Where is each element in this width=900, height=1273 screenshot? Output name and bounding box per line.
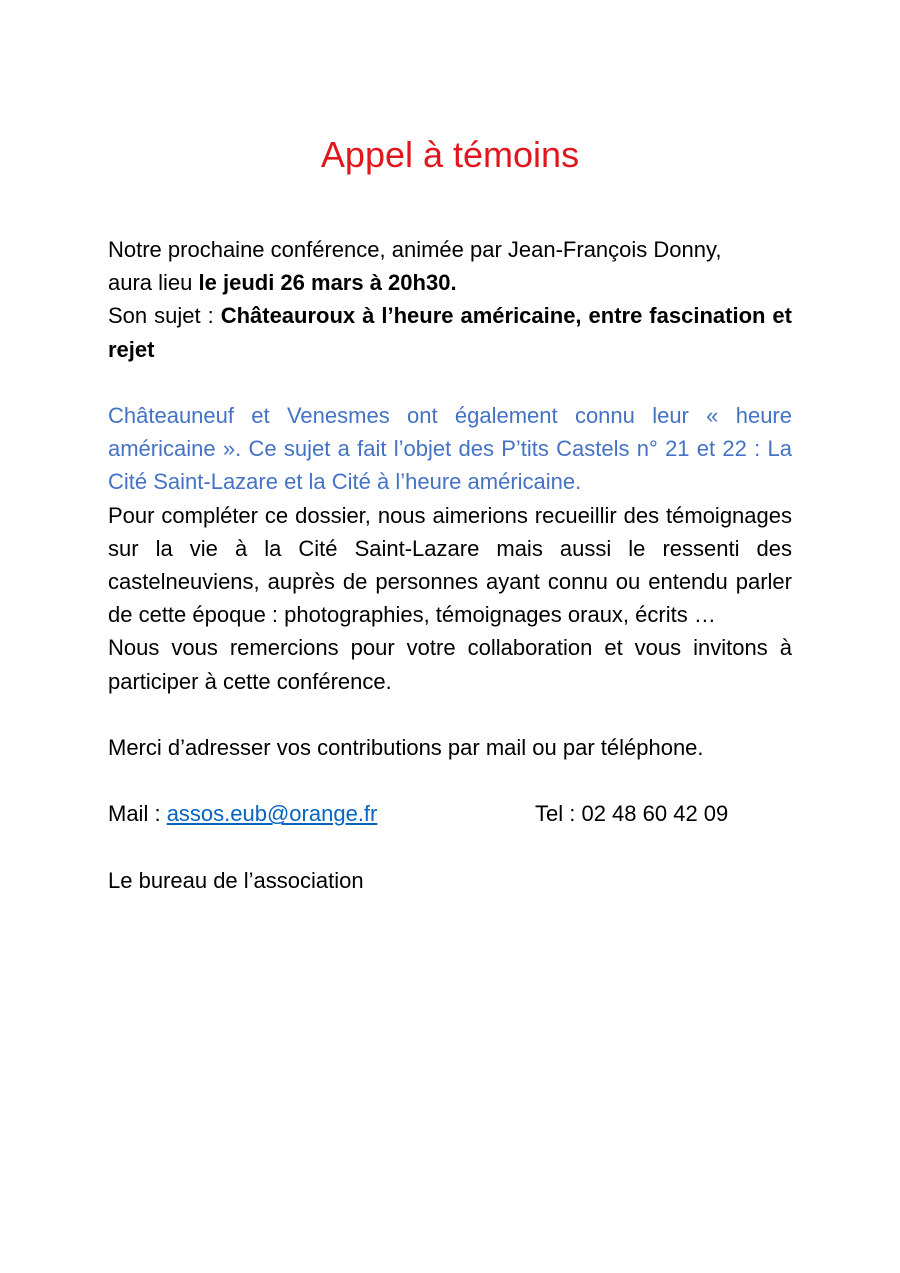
spacer (108, 698, 792, 731)
spacer (108, 831, 792, 864)
telephone: Tel : 02 48 60 42 09 (535, 801, 729, 827)
mail-label: Mail : (108, 801, 167, 827)
spacer (108, 366, 792, 399)
contact-line (108, 797, 792, 830)
intro-line-2 (108, 266, 792, 299)
intro-line-1: Notre prochaine conférence, animée par Jean-François Donny, (108, 237, 722, 262)
contact-request: Merci d’adresser vos contributions par mail ou par téléphone. (108, 735, 704, 761)
subject-paragraph (108, 299, 792, 365)
date-prefix: aura lieu (108, 270, 199, 296)
spacer (108, 764, 792, 797)
dossier-paragraph: Pour compléter ce dossier, nous aimerions recueillir des témoignages sur la vie à la Cité Saint-Lazare mais aussi le ressenti des castelneuviens, auprès de personnes ayant connu ou entendu parler de cette époque : photographies, témoignages oraux, écrits … (108, 502, 792, 628)
conference-date: le jeudi 26 mars à 20h30. (198, 270, 457, 296)
mail-link[interactable]: assos.eub@orange.fr (166, 801, 378, 827)
page-title: Appel à témoins (320, 134, 580, 175)
signature: Le bureau de l’association (108, 867, 364, 893)
subject-prefix: Son sujet : (108, 303, 221, 329)
conference-subject: Châteauroux à l’heure américaine, entre fascination et rejet (108, 303, 792, 362)
thanks-paragraph: Nous vous remercions pour votre collaboration et vous invitons à participer à cette conférence. (108, 635, 792, 694)
document-body (108, 233, 792, 897)
blue-paragraph: Châteauneuf et Venesmes ont également connu leur « heure américaine ». Ce sujet a fait l’objet des P’tits Castels n° 21 et 22 : La Cité Saint-Lazare et la Cité à l’heure américaine. (108, 403, 792, 495)
